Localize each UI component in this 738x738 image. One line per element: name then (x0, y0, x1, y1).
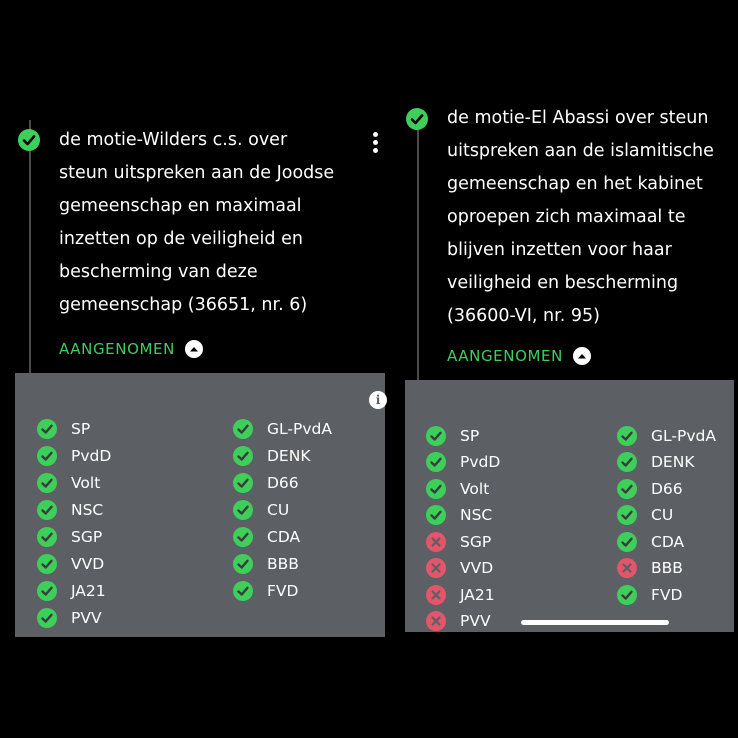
party-name: DENK (267, 446, 311, 465)
check-icon (233, 527, 253, 547)
party-vote-row (426, 502, 617, 529)
party-vote-row (426, 449, 617, 476)
party-vote-row (233, 550, 393, 577)
motion-line: (36600-VI, nr. 95) (447, 306, 600, 326)
party-name: PvdD (460, 453, 501, 471)
party-name: PVV (71, 608, 102, 627)
party-vote-row (426, 422, 617, 449)
party-vote-row (426, 581, 617, 608)
motion-line: de motie-Wilders c.s. over (59, 130, 288, 150)
party-name: FVD (267, 581, 299, 600)
check-icon (37, 608, 57, 628)
party-name: JA21 (460, 585, 495, 604)
chevron-up-icon[interactable] (185, 340, 203, 358)
party-name: Volt (71, 473, 101, 492)
party-name: BBB (267, 554, 299, 573)
party-vote-row (233, 415, 393, 442)
left-check-icon (18, 129, 40, 151)
cross-icon (617, 558, 637, 578)
check-icon (37, 419, 57, 439)
check-icon (617, 426, 637, 446)
check-icon (37, 446, 57, 466)
party-vote-row (426, 555, 617, 582)
party-name: PVV (460, 612, 491, 630)
party-vote-row (37, 415, 233, 442)
check-icon (617, 479, 637, 499)
check-icon (37, 500, 57, 520)
party-vote-row (617, 502, 737, 529)
motion-line: gemeenschap en maximaal (59, 196, 302, 216)
left-vote-panel (15, 373, 385, 637)
party-name: CDA (267, 527, 301, 546)
party-name: CU (651, 506, 674, 524)
cross-icon (426, 558, 446, 578)
party-vote-row (37, 577, 233, 604)
right-status-label: AANGENOMEN (447, 347, 563, 365)
party-vote-row (37, 469, 233, 496)
motion-line: steun uitspreken aan de Joodse (59, 163, 335, 183)
party-name: PvdD (71, 446, 112, 465)
party-name: Volt (460, 479, 490, 498)
chevron-up-icon[interactable] (573, 347, 591, 365)
party-vote-row (617, 528, 737, 555)
party-name: BBB (651, 559, 683, 577)
check-icon (233, 500, 253, 520)
party-name: D66 (267, 473, 299, 492)
left-vote-grid (37, 415, 393, 631)
party-name: JA21 (71, 581, 106, 600)
motion-line: uitspreken aan de islamitische (447, 141, 714, 161)
motion-line: veiligheid en bescherming (447, 273, 679, 293)
party-vote-row (617, 475, 737, 502)
check-icon (426, 452, 446, 472)
check-icon (233, 446, 253, 466)
home-indicator[interactable] (521, 620, 669, 625)
party-name: NSC (71, 500, 104, 519)
party-name: CDA (651, 532, 685, 551)
party-name: VVD (460, 559, 494, 577)
right-vote-grid (426, 422, 737, 634)
party-vote-row (37, 442, 233, 469)
motion-line: blijven inzetten voor haar (447, 240, 672, 260)
party-vote-row (426, 475, 617, 502)
party-vote-row (233, 496, 393, 523)
cross-icon (426, 585, 446, 605)
check-icon (426, 426, 446, 446)
party-name: FVD (651, 585, 683, 604)
check-icon (617, 585, 637, 605)
motion-line: bescherming van deze (59, 262, 258, 282)
check-icon (233, 419, 253, 439)
check-icon (233, 473, 253, 493)
right-check-icon (406, 108, 428, 130)
check-icon (37, 473, 57, 493)
party-vote-row (617, 555, 737, 582)
party-name: D66 (651, 479, 683, 498)
party-vote-row (37, 523, 233, 550)
party-name: GL-PvdA (651, 426, 716, 445)
party-name: SGP (460, 532, 492, 551)
check-icon (37, 581, 57, 601)
party-name: VVD (71, 554, 105, 573)
right-status-toggle[interactable] (447, 347, 591, 365)
cross-icon (426, 532, 446, 552)
party-name: SP (71, 419, 91, 438)
party-vote-row (233, 577, 393, 604)
motion-line: de motie-El Abassi over steun (447, 108, 709, 128)
party-vote-row (617, 422, 737, 449)
motion-line: inzetten op de veiligheid en (59, 229, 303, 249)
party-vote-row (617, 581, 737, 608)
left-timeline-line (29, 120, 31, 375)
party-vote-row (37, 604, 233, 631)
right-timeline-line (417, 108, 419, 380)
party-vote-row (617, 449, 737, 476)
party-name: DENK (651, 453, 695, 471)
party-name: SGP (71, 527, 103, 546)
right-motion-text (447, 102, 737, 333)
motion-line: gemeenschap en het kabinet (447, 174, 703, 194)
more-options-icon[interactable] (372, 132, 378, 153)
party-vote-row (426, 528, 617, 555)
left-status-label: AANGENOMEN (59, 340, 175, 358)
check-icon (426, 505, 446, 525)
party-name: GL-PvdA (267, 419, 332, 438)
party-name: SP (460, 426, 480, 445)
party-name: CU (267, 500, 290, 519)
motion-line: oproepen zich maximaal te (447, 207, 686, 227)
check-icon (617, 452, 637, 472)
right-vote-panel (405, 380, 734, 632)
check-icon (37, 554, 57, 574)
party-name: NSC (460, 506, 493, 524)
party-vote-row (233, 523, 393, 550)
left-motion-text (59, 124, 379, 322)
party-vote-row (37, 550, 233, 577)
check-icon (617, 532, 637, 552)
party-vote-row (37, 496, 233, 523)
check-icon (37, 527, 57, 547)
party-vote-row (233, 442, 393, 469)
left-status-toggle[interactable] (59, 340, 203, 358)
check-icon (233, 554, 253, 574)
info-icon[interactable]: i (369, 391, 387, 409)
cross-icon (426, 611, 446, 631)
motion-line: gemeenschap (36651, nr. 6) (59, 295, 308, 315)
check-icon (233, 581, 253, 601)
check-icon (426, 479, 446, 499)
party-vote-row (233, 469, 393, 496)
check-icon (617, 505, 637, 525)
